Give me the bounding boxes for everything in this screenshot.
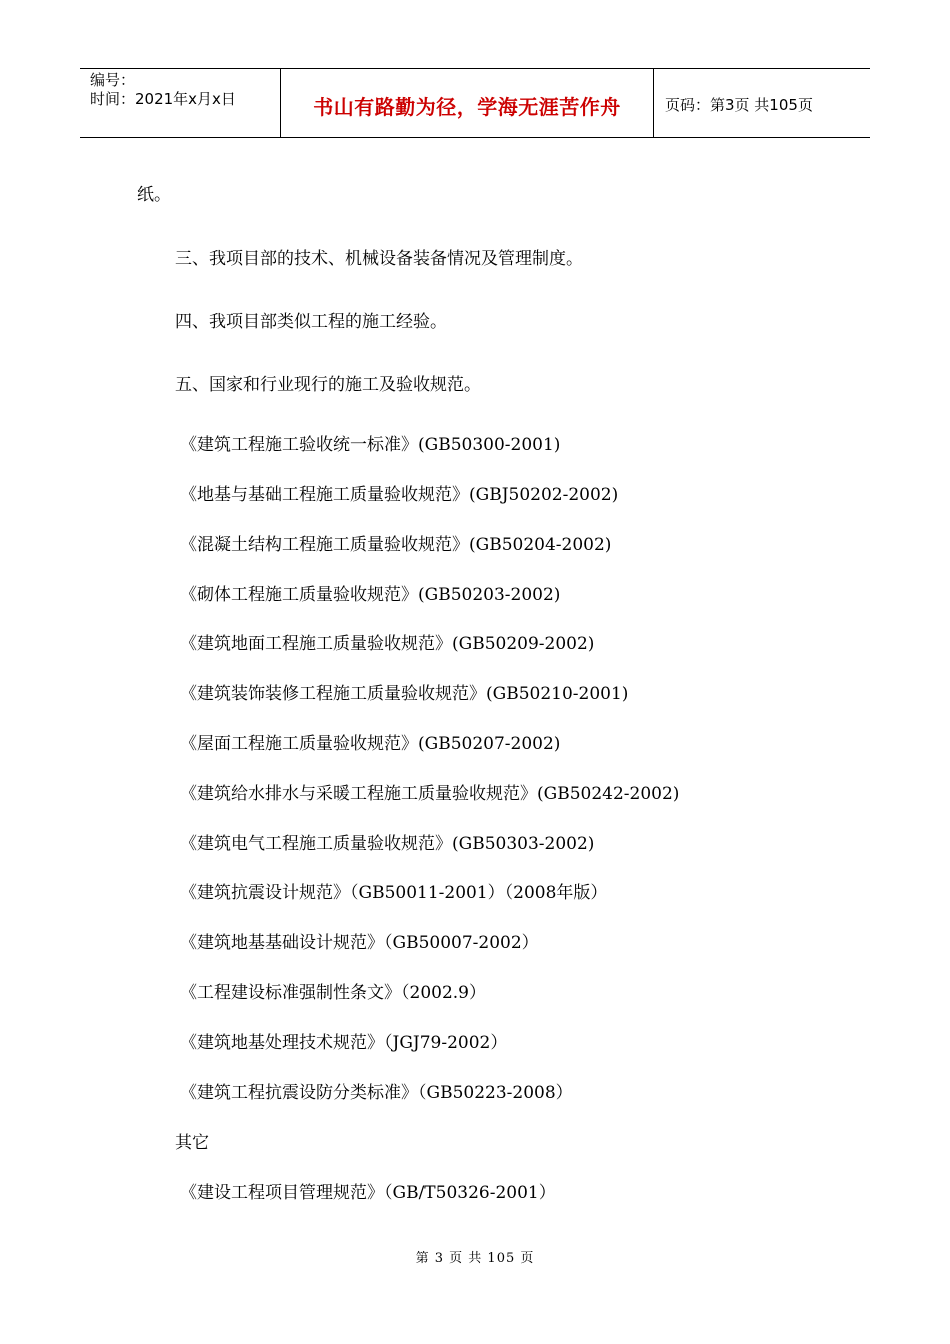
standard-item: 《建筑抗震设计规范》（GB50011-2001）（2008年版） (180, 883, 608, 903)
other-heading: 其它 (175, 1133, 209, 1153)
standard-item: 《建筑地基基础设计规范》（GB50007-2002） (180, 933, 539, 953)
standard-item: 《建筑装饰装修工程施工质量验收规范》(GB50210-2001) (180, 684, 629, 704)
standard-item: 《建筑地面工程施工质量验收规范》(GB50209-2002) (180, 634, 595, 654)
standard-item: 《建筑给水排水与采暖工程施工质量验收规范》(GB50242-2002) (180, 784, 680, 804)
standard-item: 《地基与基础工程施工质量验收规范》(GBJ50202-2002) (180, 485, 619, 505)
text-line: 纸。 (137, 185, 171, 205)
standard-item: 《建设工程项目管理规范》（GB/T50326-2001） (180, 1183, 556, 1203)
standard-item: 《砌体工程施工质量验收规范》(GB50203-2002) (180, 585, 561, 605)
standard-item: 《工程建设标准强制性条文》（2002.9） (180, 983, 486, 1003)
standard-item: 《混凝土结构工程施工质量验收规范》(GB50204-2002) (180, 535, 612, 555)
header-page-cell (654, 69, 870, 137)
standard-item: 《建筑工程抗震设防分类标准》（GB50223-2008） (180, 1083, 573, 1103)
motto-text: 书山有路勤为径，学海无涯苦作舟 (313, 95, 621, 119)
number-label: 编号： (90, 71, 136, 89)
section-heading-4: 四、我项目部类似工程的施工经验。 (175, 312, 447, 332)
standard-item: 《屋面工程施工质量验收规范》(GB50207-2002) (180, 734, 561, 754)
header-meta-cell (80, 69, 281, 137)
header-page-info: 页码：第3页 共105页 (665, 96, 813, 114)
standard-item: 《建筑工程施工验收统一标准》(GB50300-2001) (180, 435, 561, 455)
page-footer: 第 3 页 共 105 页 (415, 1251, 535, 1266)
section-heading-5: 五、国家和行业现行的施工及验收规范。 (175, 375, 481, 395)
standard-item: 《建筑电气工程施工质量验收规范》(GB50303-2002) (180, 834, 595, 854)
header-motto-cell (281, 69, 654, 137)
section-heading-3: 三、我项目部的技术、机械设备装备情况及管理制度。 (175, 249, 583, 269)
time-label: 时间：2021年x月x日 (90, 90, 236, 108)
standard-item: 《建筑地基处理技术规范》（JGJ79-2002） (180, 1033, 508, 1053)
page-header (80, 68, 870, 138)
